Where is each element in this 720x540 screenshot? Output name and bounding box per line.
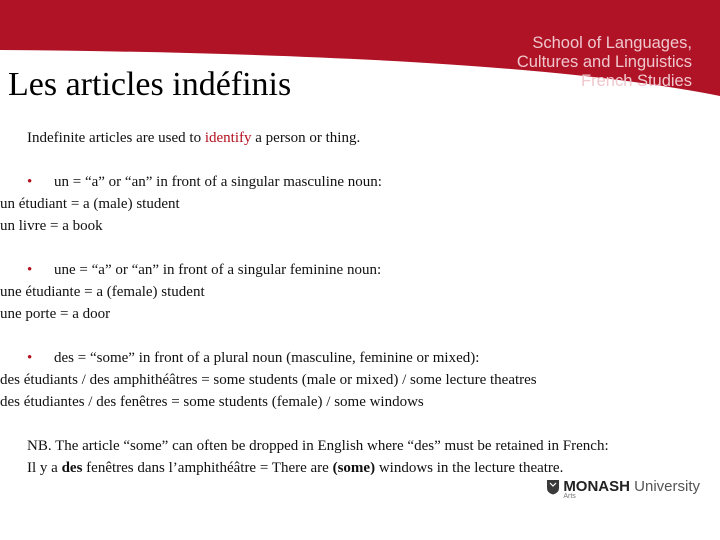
school-line-2: Cultures and Linguistics bbox=[516, 53, 692, 71]
logo-university: University bbox=[629, 478, 700, 495]
bullet-icon: • bbox=[27, 350, 33, 366]
identify-highlight: identify bbox=[204, 130, 252, 146]
une-example-1: une étudiante = a (female) student bbox=[0, 284, 205, 300]
une-definition: • une = “a” or “an” in front of a singular feminine noun: bbox=[27, 259, 707, 281]
un-term: un bbox=[54, 174, 69, 190]
some-bold: (some) bbox=[332, 460, 376, 476]
bullet-icon: • bbox=[27, 174, 33, 190]
des-example-1: des étudiants / des amphithéâtres = some students (male or mixed) / some lecture theatres bbox=[0, 372, 537, 388]
monash-logo bbox=[546, 478, 700, 500]
school-line-3: French Studies bbox=[581, 72, 692, 90]
bullet-icon: • bbox=[27, 262, 33, 278]
des-bold: des bbox=[61, 460, 83, 476]
shield-icon bbox=[546, 479, 560, 495]
des-example-2: des étudiantes / des fenêtres = some students (female) / some windows bbox=[0, 394, 424, 410]
intro-line: Indefinite articles are used to identify a person or thing. bbox=[27, 130, 361, 146]
final-example: Il y a des fenêtres dans l’amphithéâtre = There are (some) windows in the lecture theatre. bbox=[27, 460, 564, 476]
school-line-1: School of Languages, bbox=[532, 34, 692, 52]
une-term: une bbox=[54, 262, 76, 278]
page-title: Les articles indéfinis bbox=[8, 66, 292, 103]
logo-faculty: Arts bbox=[563, 493, 576, 500]
school-name bbox=[517, 34, 692, 91]
une-example-2: une porte = a door bbox=[0, 306, 111, 322]
logo-monash: MONASH bbox=[563, 478, 630, 495]
des-definition: • des = “some” in front of a plural noun (masculine, feminine or mixed): bbox=[27, 347, 707, 369]
slide-body bbox=[0, 127, 707, 479]
un-example-2: un livre = a book bbox=[0, 218, 103, 234]
nb-note: NB. The article “some” can often be dropped in English where “des” must be retained in French: bbox=[27, 438, 609, 454]
un-definition: • un = “a” or “an” in front of a singular masculine noun: bbox=[27, 171, 707, 193]
un-example-1: un étudiant = a (male) student bbox=[0, 196, 180, 212]
des-term: des bbox=[54, 350, 74, 366]
